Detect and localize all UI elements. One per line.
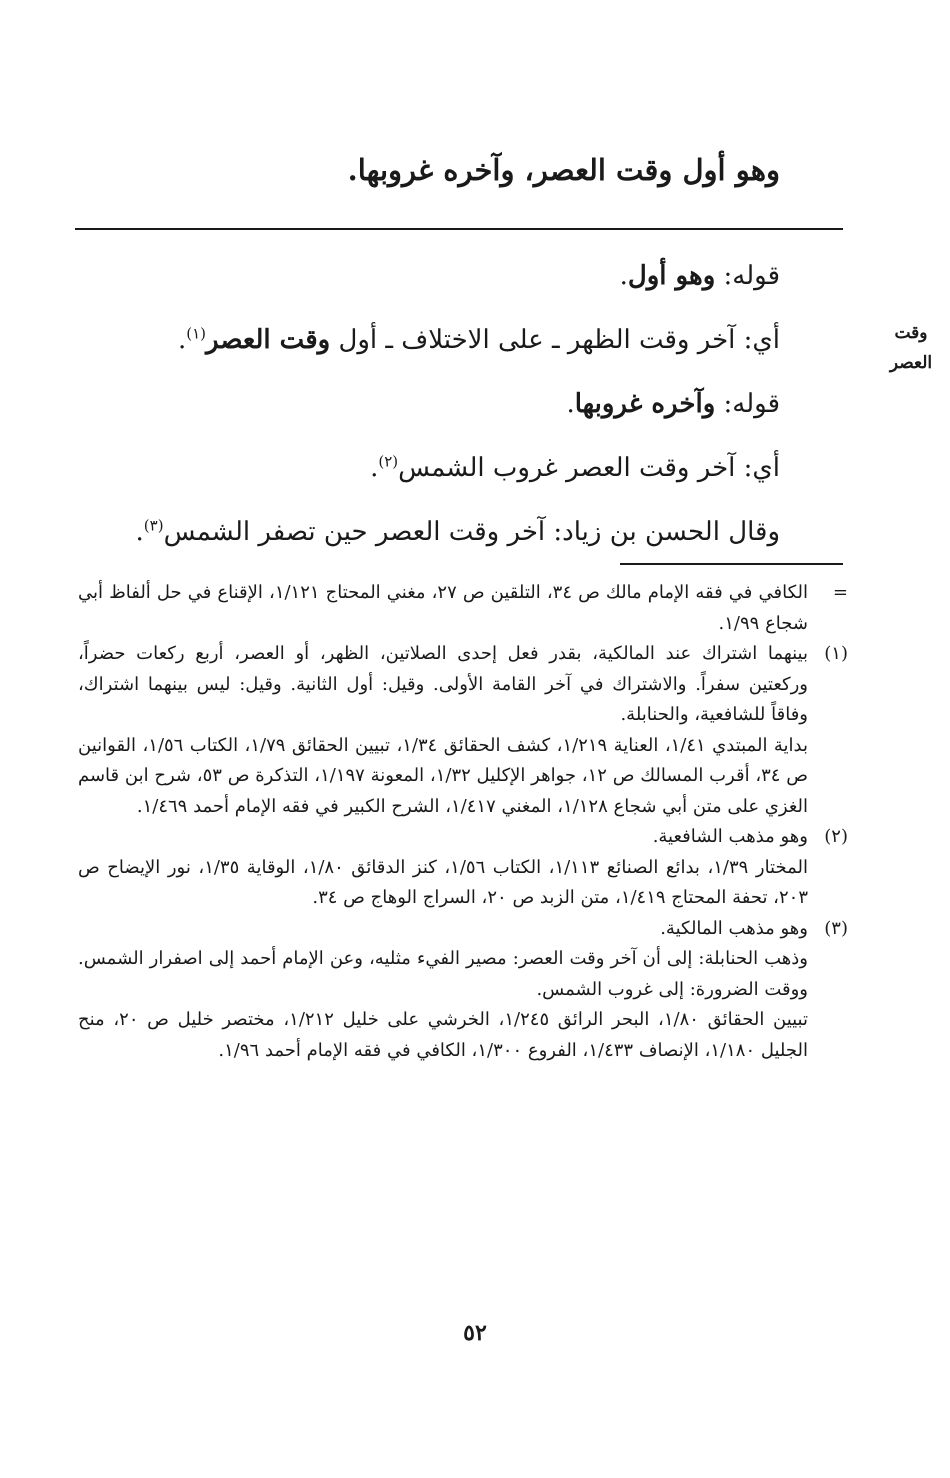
footnote-paragraph: المختار ١/٣٩، بدائع الصنائع ١/١١٣، الكتاب ١/٥٦، كنز الدقائق ١/٨٠، الوقاية ١/٣٥، نور الإيضاح ص ٢٠٣، تحفة المحتاج ١/٤١٩، متن الزبد ص ٢٠، السراج الوهاج ص ٣٤.	[78, 856, 809, 908]
commentary-run: قوله:	[715, 261, 780, 291]
commentary-line	[120, 500, 780, 564]
footnote-paragraph: وهو مذهب الشافعية.	[652, 826, 808, 847]
footnote-body	[78, 822, 808, 914]
commentary-run: أي: آخر وقت العصر غروب الشمس	[398, 453, 780, 483]
quoted-matn: وقت العصر	[206, 325, 331, 355]
commentary-run: وقال الحسن بن زياد: آخر وقت العصر حين تصفر الشمس	[163, 517, 780, 547]
commentary-run: .	[566, 389, 575, 419]
footnote-marker: (١)	[824, 643, 848, 664]
commentary-run: قوله:	[715, 389, 780, 419]
footnote-paragraph: وذهب الحنابلة: إلى أن آخر وقت العصر: مصير الفيء مثليه، وعن الإمام أحمد إلى اصفرار الشمس. ووقت الضرورة: إلى غروب الشمس.	[78, 948, 808, 1000]
margin-note-line-2: العصر	[889, 353, 933, 373]
footnotes	[78, 578, 848, 1066]
commentary-line	[120, 244, 780, 308]
footnote	[78, 639, 848, 822]
page-number: ٥٢	[463, 1320, 487, 1346]
footnote	[78, 914, 848, 1067]
commentary-line	[120, 308, 780, 372]
quoted-matn: وهو أول	[627, 261, 716, 291]
footnote-paragraph: بينهما اشتراك عند المالكية، بقدر فعل إحدى الصلاتين، الظهر، أو العصر، أربع ركعات حضراً، وركعتين سفراً. والاشتراك في آخر القامة الأولى. وقيل: أول الثانية. وقيل: ليس بينهما اشتراك، وفاقاً للشافعية، والحنابلة.	[78, 643, 808, 725]
top-divider	[75, 228, 843, 230]
footnote-ref: (٢)	[378, 452, 399, 471]
footnote-paragraph: الكافي في فقه الإمام مالك ص ٣٤، التلقين ص ٢٧، مغني المحتاج ١/١٢١، الإقناع في حل ألفاظ أبي شجاع ١/٩٩.	[78, 582, 809, 634]
footnote-divider	[620, 563, 843, 565]
footnote	[78, 822, 848, 914]
commentary-line	[120, 372, 780, 436]
footnote-marker: (٢)	[824, 826, 848, 847]
margin-note-line-1: وقت	[894, 323, 928, 343]
matn-heading: وهو أول وقت العصر، وآخره غروبها.	[347, 153, 780, 187]
commentary-run: .	[177, 325, 187, 355]
commentary-run: .	[370, 453, 379, 483]
footnote-paragraph: وهو مذهب المالكية.	[660, 917, 808, 939]
footnote	[78, 578, 848, 639]
commentary-run: .	[135, 517, 144, 547]
footnote-body	[78, 639, 808, 822]
footnote-paragraph: تبيين الحقائق ١/٨٠، البحر الرائق ١/٢٤٥، الخرشي على خليل ١/٢١٢، مختصر خليل ص ٢٠، منح الجليل ١/١٨٠، الإنصاف ١/٤٣٣، الفروع ١/٣٠٠، الكافي في فقه الإمام أحمد ١/٩٦.	[78, 1009, 808, 1061]
footnote-ref: (١)	[186, 324, 207, 343]
footnote-paragraph: بداية المبتدي ١/٤١، العناية ١/٢١٩، كشف الحقائق ١/٣٤، تبيين الحقائق ١/٧٩، الكتاب ١/٥٦، القوانين ص ٣٤، أقرب المسالك ص ١٢، جواهر الإكليل ١/٣٢، المعونة ١/١٩٧، التذكرة ص ٥٣، شرح ابن قاسم الغزي على متن أبي شجاع ١/١٢٨، المغني ١/٤١٧، الشرح الكبير في فقه الإمام أحمد ١/٤٦٩.	[78, 734, 809, 817]
footnote-marker: (٣)	[824, 917, 848, 939]
quoted-matn: وآخره غروبها	[574, 389, 716, 419]
commentary-text	[120, 244, 780, 564]
commentary-line	[120, 436, 780, 500]
footnote-marker: =	[832, 582, 848, 603]
margin-note	[882, 318, 940, 378]
commentary-run: .	[619, 261, 628, 291]
footnote-ref: (٣)	[143, 516, 164, 535]
commentary-run: أي: آخر وقت الظهر ـ على الاختلاف ـ أول	[330, 325, 780, 355]
footnote-body	[78, 578, 808, 639]
footnote-body	[78, 914, 808, 1067]
